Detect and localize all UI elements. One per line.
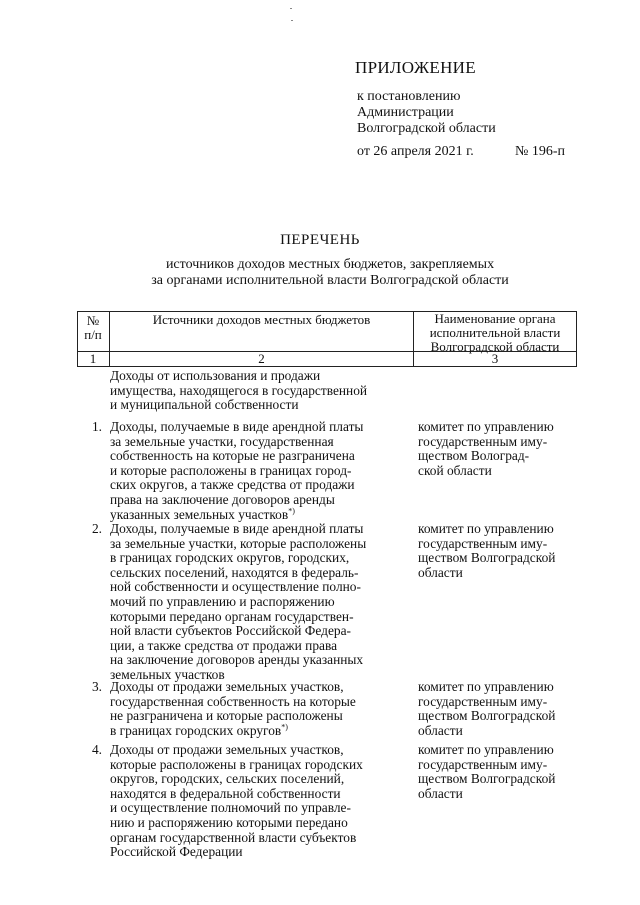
row-text: Доходы, получаемые в виде арендной платы за земельные участки, государственная собственность на которые не разграничена и которые расположены в границах город- ских округов, а также средства от продажи права на заключение договоров аренды указанных земельных участков*) — [110, 419, 364, 522]
col-agency-header: Наименование органа исполнительной власти Волгоградской области — [429, 311, 561, 354]
appendix-line-1: к постановлению — [357, 89, 461, 104]
document-subtitle — [90, 257, 570, 289]
row-text: Доходы от продажи земельных участков, которые расположены в границах городских округов, городских, сельских поселений, находятся в федеральной собственности и осуществление полномочий по управле- нию и распоряжению которыми передано органам государственной власти субъектов Российской Федерации — [110, 742, 363, 860]
footnote-mark: *) — [281, 722, 288, 732]
footnote-mark: *) — [288, 506, 295, 516]
document-title: ПЕРЕЧЕНЬ — [280, 232, 360, 248]
row-text: Доходы от использования и продажи имущества, находящегося в государственной и муниципальной собственности — [110, 368, 368, 413]
row-text: Доходы, получаемые в виде арендной платы за земельные участки, которые расположены в границах городских округов, городских, сельских поселений, находятся в федераль- ной собственности и осуществление полно- мочий по управлению и распоряжению которыми передано органам государствен- ной власти субъектов Российской Федера- ции, а также средства от продажи права на заключение договоров аренды указанных земельных участков — [110, 521, 367, 682]
decree-date: от 26 апреля 2021 г. — [357, 144, 474, 159]
decree-date-line — [357, 144, 566, 160]
col-index-1: 1 — [89, 351, 97, 366]
appendix-line-3: Волгоградской области — [357, 121, 496, 136]
row-agency: комитет по управлению государственным иму- ществом Волоград- ской области — [418, 419, 554, 478]
subtitle-line-1: источников доходов местных бюджетов, закрепляемых — [165, 257, 495, 272]
row-number: 4. — [91, 742, 102, 757]
row-text: Доходы от продажи земельных участков, государственная собственность на которые не разграничена и которые расположены в границах городских округов*) — [110, 679, 356, 738]
subtitle-line-2: за органами исполнительной власти Волгоградской области — [151, 273, 509, 288]
row-number: 3. — [91, 679, 102, 694]
row-number: 2. — [91, 521, 102, 536]
decree-number: № 196-п — [515, 144, 566, 159]
col-number-header: № п/п — [84, 313, 102, 342]
row-number: 1. — [91, 419, 102, 434]
scan-speck — [290, 8, 292, 9]
appendix-line-2: Администрации — [357, 105, 454, 120]
col-index-3: 3 — [491, 351, 499, 366]
row-agency: комитет по управлению государственным иму- ществом Волгоградской области — [418, 742, 556, 801]
col-sources-header: Источники доходов местных бюджетов — [152, 312, 371, 327]
table-header — [77, 311, 577, 368]
scan-speck — [291, 20, 293, 21]
row-agency: комитет по управлению государственным иму- ществом Волгоградской области — [418, 521, 556, 580]
row-agency: комитет по управлению государственным иму- ществом Волгоградской области — [418, 679, 556, 738]
col-index-2: 2 — [258, 351, 265, 366]
appendix-title: ПРИЛОЖЕНИЕ — [355, 58, 476, 77]
